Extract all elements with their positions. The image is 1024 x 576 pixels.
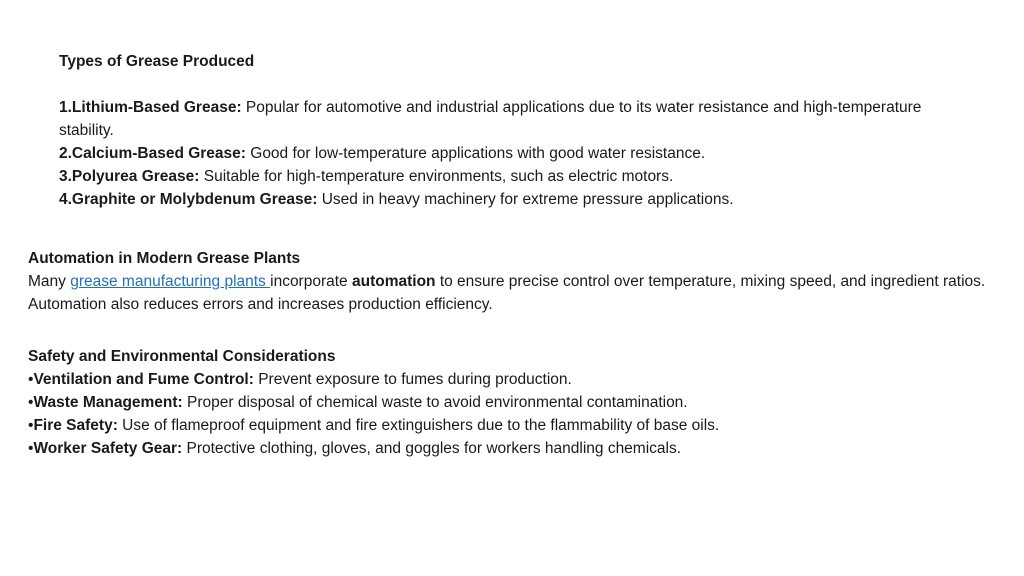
automation-prefix: Many	[28, 273, 71, 290]
safety-item-text: Prevent exposure to fumes during production.	[253, 371, 572, 388]
types-item-text: Used in heavy machinery for extreme pressure applications.	[317, 191, 734, 208]
safety-section	[28, 345, 988, 460]
safety-item-label: Waste Management:	[33, 394, 183, 411]
types-heading: Types of Grease Produced	[59, 53, 255, 70]
automation-section	[28, 247, 1003, 316]
automation-heading: Automation in Modern Grease Plants	[28, 250, 301, 267]
safety-item-4	[28, 437, 988, 460]
types-section	[59, 50, 959, 211]
types-item-4	[59, 188, 959, 211]
types-item-text: Suitable for high-temperature environments, such as electric motors.	[199, 168, 674, 185]
types-item-text: Popular for automotive and industrial applications due to its water resistance and high-temperature stability.	[59, 99, 922, 139]
automation-paragraph	[28, 270, 1003, 316]
automation-suffix: to ensure precise control over temperature, mixing speed, and ingredient ratios. Automation also reduces errors and increases production efficiency.	[28, 273, 986, 313]
types-item-label: 3.Polyurea Grease:	[59, 168, 200, 185]
types-item-label: 4.Graphite or Molybdenum Grease:	[59, 191, 318, 208]
bullet: •	[28, 394, 34, 411]
safety-item-2	[28, 391, 988, 414]
safety-item-text: Use of flameproof equipment and fire extinguishers due to the flammability of base oils.	[117, 417, 720, 434]
safety-item-label: Fire Safety:	[33, 417, 118, 434]
bullet: •	[28, 440, 34, 457]
safety-item-text: Proper disposal of chemical waste to avoid environmental contamination.	[182, 394, 688, 411]
types-item-1	[59, 96, 959, 142]
types-item-label: 2.Calcium-Based Grease:	[59, 145, 246, 162]
bullet: •	[28, 417, 34, 434]
safety-item-1	[28, 368, 988, 391]
safety-item-3	[28, 414, 988, 437]
bullet: •	[28, 371, 34, 388]
grease-plants-link[interactable]: grease manufacturing plants	[70, 273, 271, 290]
types-item-3	[59, 165, 959, 188]
safety-heading: Safety and Environmental Considerations	[28, 348, 336, 365]
safety-item-label: Ventilation and Fume Control:	[33, 371, 254, 388]
spacer	[59, 73, 959, 96]
safety-item-label: Worker Safety Gear:	[33, 440, 183, 457]
safety-item-text: Protective clothing, gloves, and goggles for workers handling chemicals.	[182, 440, 682, 457]
types-item-2	[59, 142, 959, 165]
automation-mid: incorporate	[270, 273, 352, 290]
types-item-label: 1.Lithium-Based Grease:	[59, 99, 242, 116]
types-item-text: Good for low-temperature applications with good water resistance.	[245, 145, 706, 162]
automation-bold: automation	[351, 273, 436, 290]
